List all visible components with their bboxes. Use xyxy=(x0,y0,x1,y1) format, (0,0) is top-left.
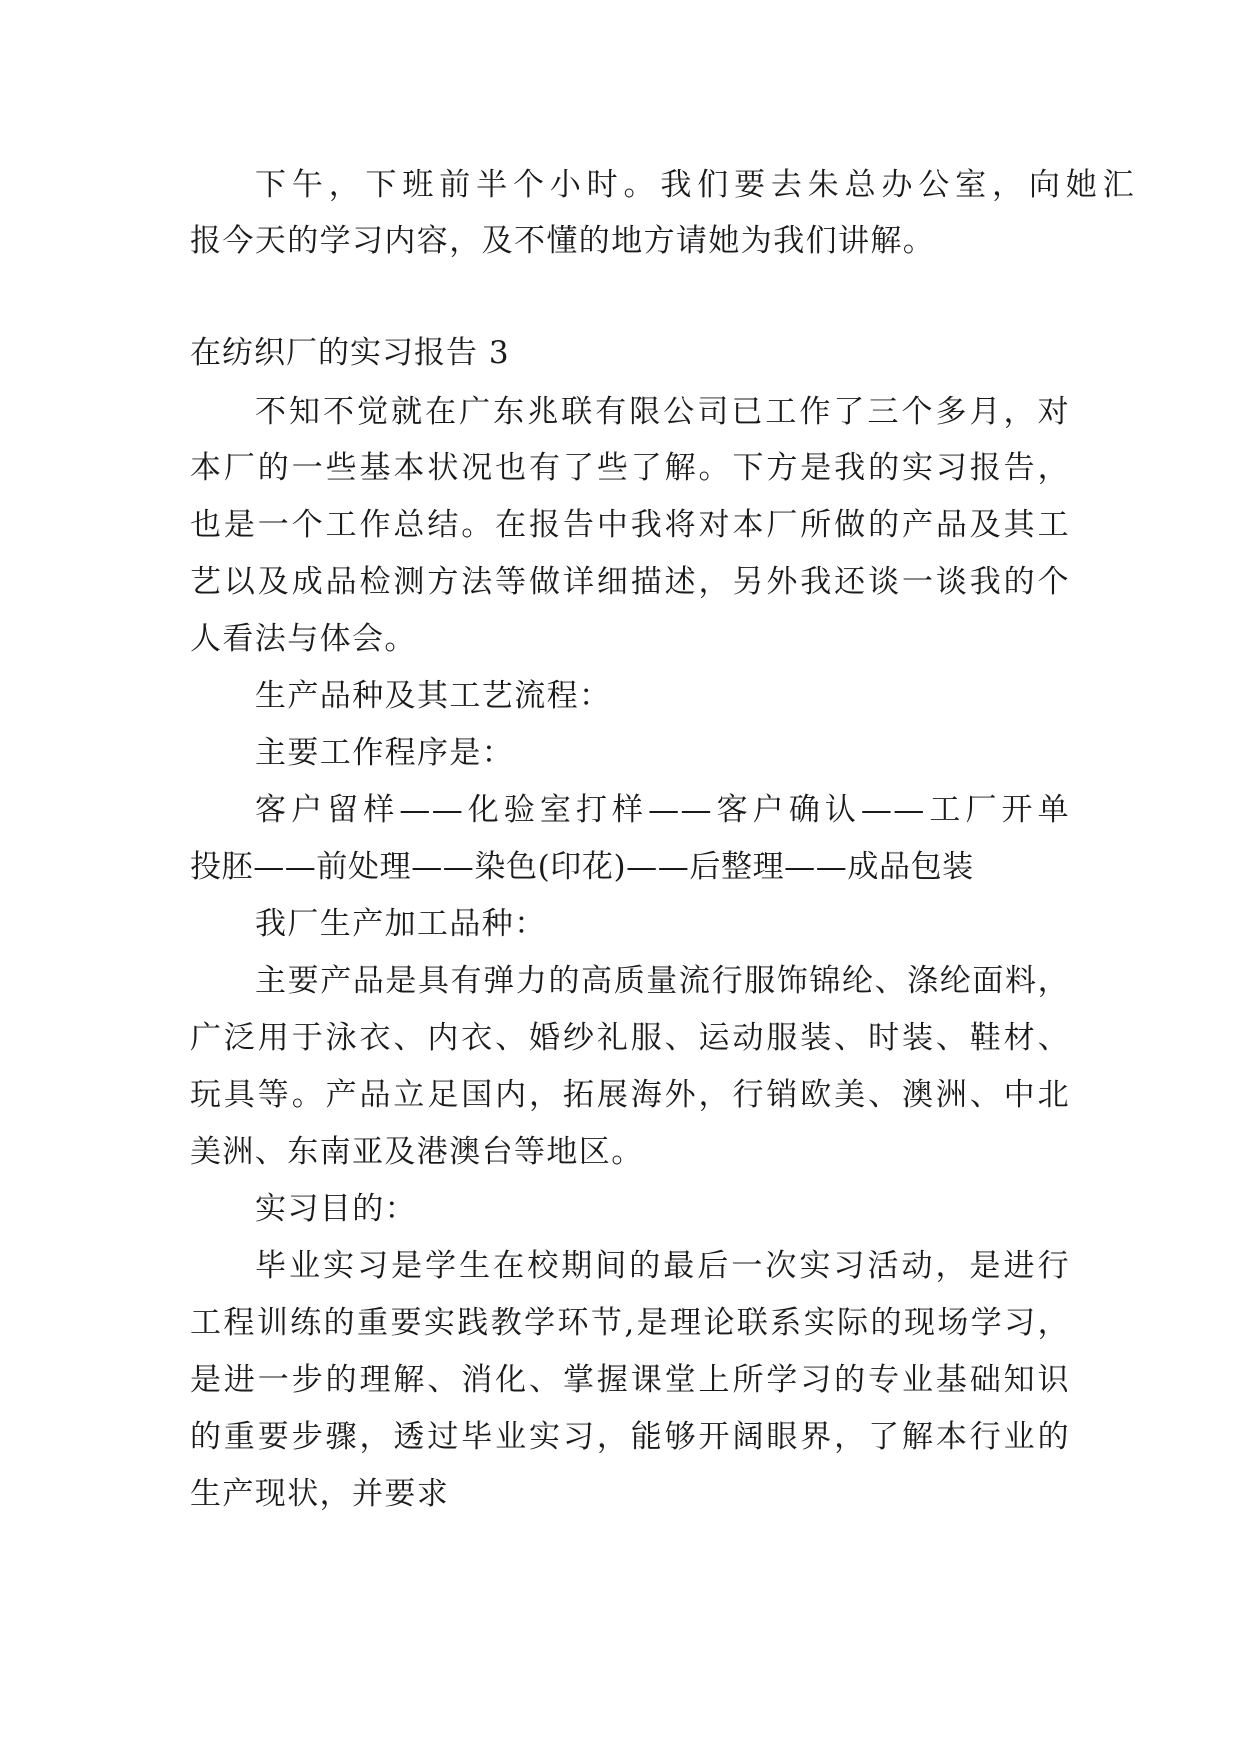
purpose-line-4: 的重要步骤，透过毕业实习，能够开阔眼界，了解本行业的 xyxy=(190,1419,1070,1455)
intro-paragraph-line-2: 报今天的学习内容，及不懂的地方请她为我们讲解。 xyxy=(190,223,936,259)
products-line-3: 玩具等。产品立足国内，拓展海外，行销欧美、澳洲、中北 xyxy=(190,1077,1070,1113)
purpose-line-3: 是进一步的理解、消化、掌握课堂上所学习的专业基础知识 xyxy=(190,1362,1070,1398)
procedure-line-1: 客户留样——化验室打样——客户确认——工厂开单 xyxy=(255,792,1070,828)
section-title: 在纺织厂的实习报告 3 xyxy=(190,335,510,371)
products-line-4: 美洲、东南亚及港澳台等地区。 xyxy=(190,1134,644,1170)
purpose-line-5: 生产现状，并要求 xyxy=(190,1476,450,1512)
heading-main-procedure: 主要工作程序是： xyxy=(255,735,515,771)
purpose-line-1: 毕业实习是学生在校期间的最后一次实习活动，是进行 xyxy=(255,1248,1070,1284)
procedure-line-2: 投胚——前处理——染色(印花)——后整理——成品包装 xyxy=(190,849,974,885)
paragraph-intro-line-4: 艺以及成品检测方法等做详细描述，另外我还谈一谈我的个 xyxy=(190,564,1070,600)
paragraph-intro-line-5: 人看法与体会。 xyxy=(190,621,417,657)
paragraph-intro-line-1: 不知不觉就在广东兆联有限公司已工作了三个多月，对 xyxy=(255,394,1070,430)
purpose-line-2: 工程训练的重要实践教学环节,是理论联系实际的现场学习， xyxy=(190,1305,1070,1341)
paragraph-intro-line-3: 也是一个工作总结。在报告中我将对本厂所做的产品及其工 xyxy=(190,507,1070,543)
products-line-1: 主要产品是具有弹力的高质量流行服饰锦纶、涤纶面料， xyxy=(255,963,1070,999)
heading-products-process: 生产品种及其工艺流程： xyxy=(255,678,612,714)
heading-purpose: 实习目的： xyxy=(255,1191,417,1227)
heading-product-types: 我厂生产加工品种： xyxy=(255,906,547,942)
products-line-2: 广泛用于泳衣、内衣、婚纱礼服、运动服装、时装、鞋材、 xyxy=(190,1020,1070,1056)
paragraph-intro-line-2: 本厂的一些基本状况也有了些了解。下方是我的实习报告， xyxy=(190,450,1070,486)
intro-paragraph-line-1: 下午，下班前半个小时。我们要去朱总办公室，向她汇 xyxy=(255,167,1135,203)
